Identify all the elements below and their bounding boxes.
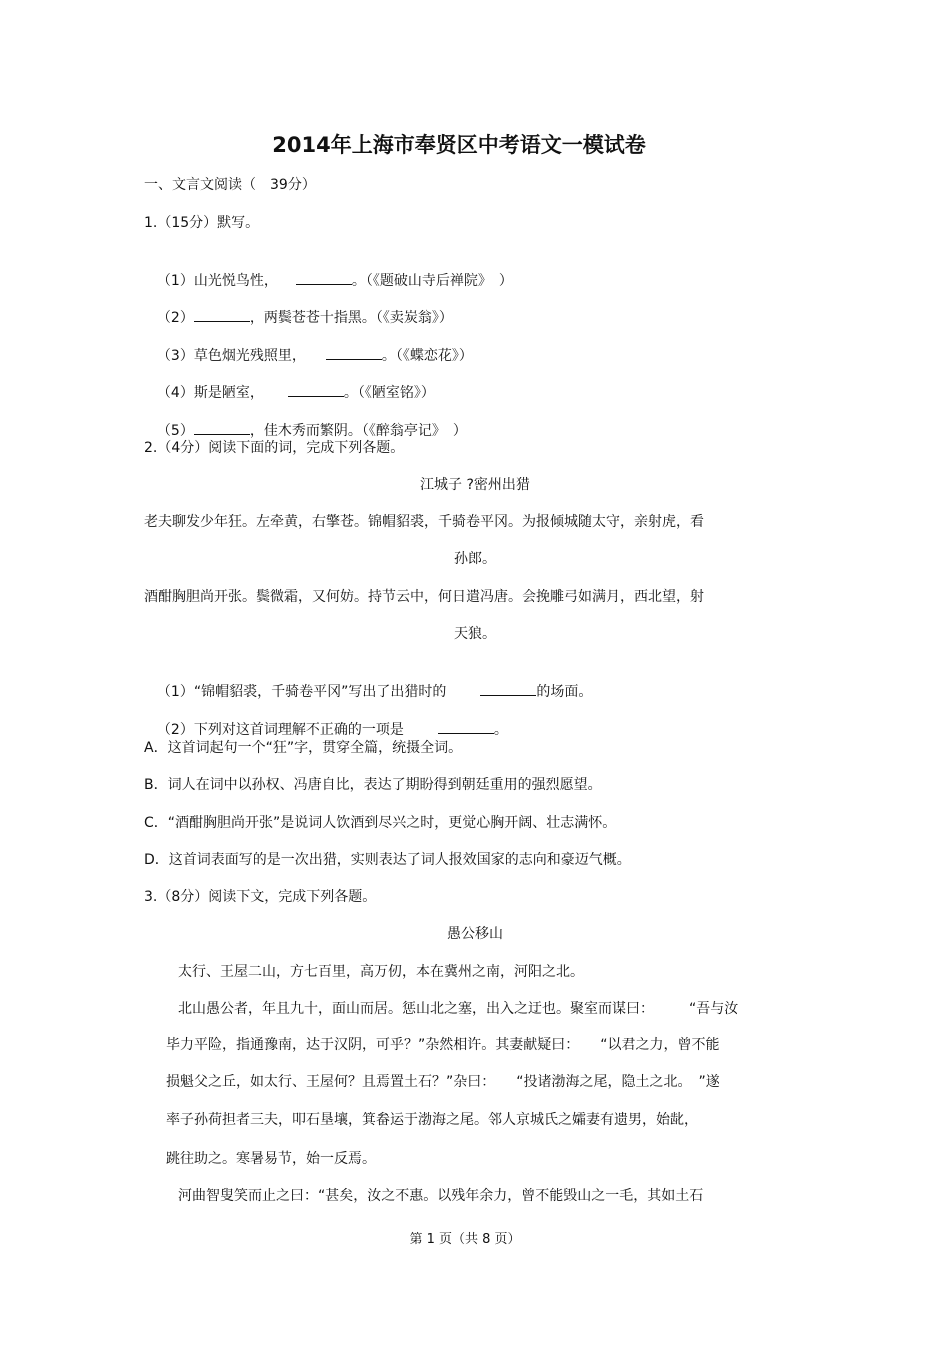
answer-blank[interactable] — [296, 270, 352, 285]
item-text: （2）下列对这首词理解不正确的一项是 — [156, 722, 404, 738]
passage-line: 河曲智叟笑而止之曰：“甚矣，汝之不惠。以残年余力，曾不能毁山之一毛，其如土石 — [178, 1188, 704, 1204]
item-text: （1）“锦帽貂裘，千骑卷平冈”写出了出猎时的 — [156, 684, 447, 700]
item-text: （3）草色烟光残照里， — [156, 348, 306, 364]
q2-sub-1 — [148, 661, 592, 702]
poem-line: 孙郎。 — [454, 551, 496, 567]
question-3-stem: 3.（8分）阅读下文，完成下列各题。 — [144, 889, 377, 905]
q1-item-4 — [148, 362, 435, 403]
page-title: 2014年上海市奉贤区中考语文一模试卷 — [272, 133, 646, 157]
item-text: 的场面。 — [536, 684, 593, 700]
passage-line: 北山愚公者，年且九十，面山而居。惩山北之塞，出入之迂也。聚室而谋曰： “吾与汝 — [178, 1001, 739, 1017]
passage-line: 跳往助之。寒暑易节，始一反焉。 — [166, 1151, 376, 1167]
question-1-stem: 1.（15分）默写。 — [144, 215, 260, 231]
option-c: C．“酒酣胸胆尚开张”是说词人饮酒到尽兴之时，更觉心胸开阔、壮志满怀。 — [144, 815, 617, 831]
passage-line: 毕力平险，指通豫南，达于汉阴，可乎？”杂然相许。其妻献疑曰： “以君之力，曾不能 — [166, 1037, 720, 1053]
item-text: ，两鬓苍苍十指黑。（《卖炭翁》） — [249, 310, 453, 326]
poem-line: 老夫聊发少年狂。左牵黄，右擎苍。锦帽貂裘，千骑卷平冈。为报倾城随太守，亲射虎，看 — [144, 514, 704, 530]
poem-line: 酒酣胸胆尚开张。鬓微霜，又何妨。持节云中，何日遣冯唐。会挽雕弓如满月，西北望，射 — [144, 589, 704, 605]
item-text: （1）山光悦鸟性， — [156, 273, 278, 289]
option-a: A．这首词起句一个“狂”字，贯穿全篇，统摄全词。 — [144, 740, 463, 756]
q1-item-1 — [148, 250, 513, 291]
item-text: ，佳木秀而繁阴。（《醉翁亭记》 ） — [249, 423, 467, 439]
item-text: （5） — [156, 423, 194, 439]
answer-blank[interactable] — [326, 345, 382, 360]
option-b: B．词人在词中以孙权、冯唐自比，表达了期盼得到朝廷重用的强烈愿望。 — [144, 777, 602, 793]
item-text: 。 — [493, 722, 508, 738]
item-text: 。（《陋室铭》） — [343, 385, 435, 401]
q1-item-3 — [148, 325, 473, 366]
section-heading: 一、文言文阅读（ 39分） — [144, 177, 316, 193]
answer-blank[interactable] — [480, 681, 536, 696]
passage-line: 太行、王屋二山，方七百里，高万仞，本在冀州之南，河阳之北。 — [178, 964, 584, 980]
q2-sub-2 — [148, 699, 508, 740]
poem-title: 江城子 ?密州出猎 — [420, 477, 530, 493]
item-text: （2） — [156, 310, 194, 326]
passage-title: 愚公移山 — [447, 926, 503, 942]
answer-blank[interactable] — [194, 420, 250, 435]
q1-item-2 — [148, 287, 453, 328]
item-text: 。（《蝶恋花》） — [381, 348, 473, 364]
option-d: D．这首词表面写的是一次出猎，实则表达了词人报效国家的志向和豪迈气概。 — [144, 852, 631, 868]
answer-blank[interactable] — [438, 719, 494, 734]
passage-line: 率子孙荷担者三夫，叩石垦壤，箕畚运于渤海之尾。邻人京城氏之孀妻有遗男，始龀， — [166, 1112, 698, 1128]
answer-blank[interactable] — [194, 307, 250, 322]
answer-blank[interactable] — [288, 382, 344, 397]
item-text: 。（《题破山寺后禅院》 ） — [351, 273, 513, 289]
q1-item-5 — [148, 400, 467, 441]
question-2-stem: 2.（4分）阅读下面的词，完成下列各题。 — [144, 440, 405, 456]
page-footer: 第 1 页（共 8 页） — [409, 1232, 521, 1247]
passage-line: 损魁父之丘，如太行、王屋何？且焉置土石？”杂曰： “投诸渤海之尾，隐土之北。 ”遂 — [166, 1074, 720, 1090]
item-text: （4）斯是陋室， — [156, 385, 264, 401]
poem-line: 天狼。 — [454, 626, 496, 642]
